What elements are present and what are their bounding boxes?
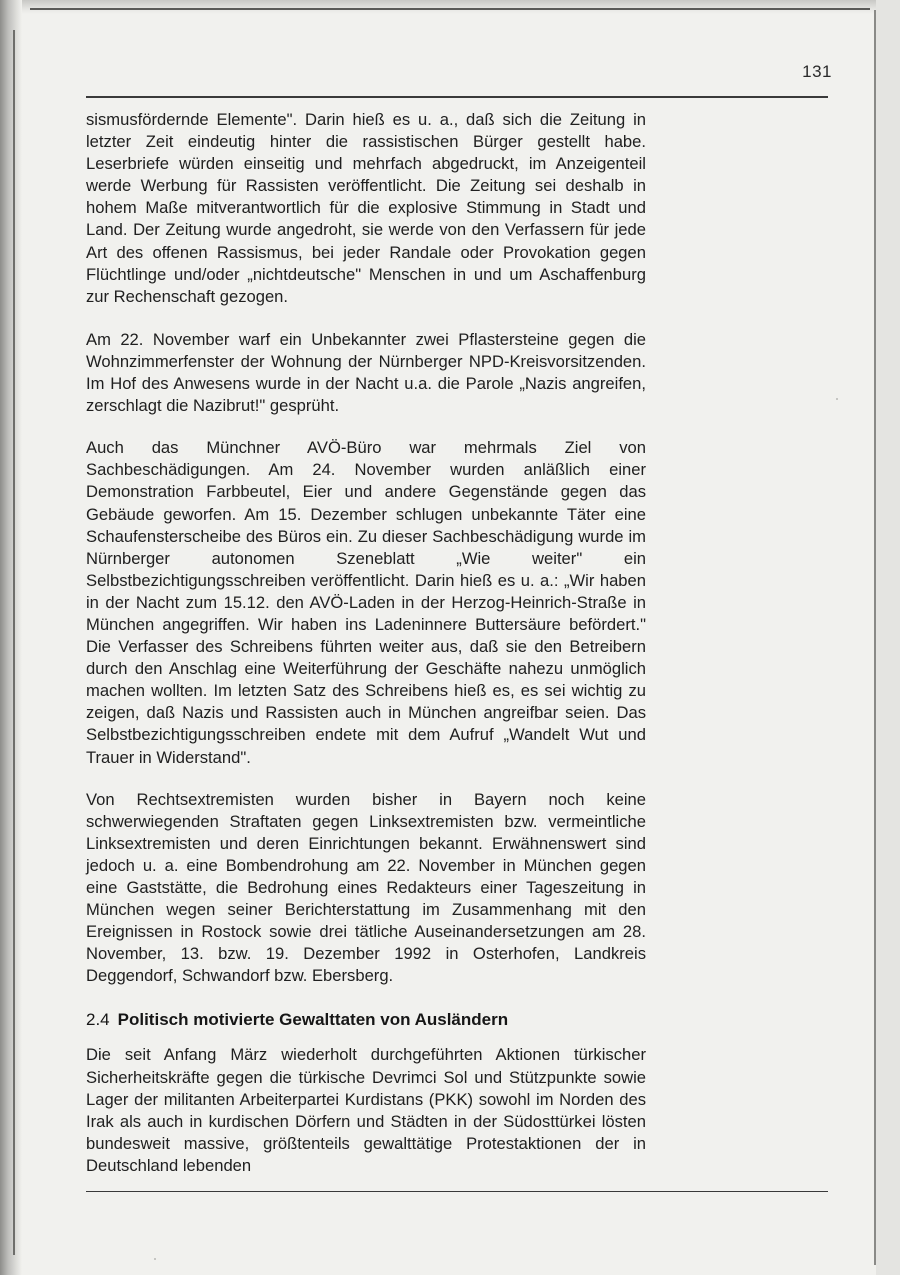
scan-top-shadow xyxy=(0,0,900,14)
footer-rule xyxy=(86,1191,828,1192)
scan-left-shadow xyxy=(0,0,22,1275)
header-rule xyxy=(86,96,828,98)
scan-speck xyxy=(154,1258,156,1260)
scan-right-margin xyxy=(876,0,900,1275)
paragraph-4: Von Rechtsextremisten wurden bisher in Bayern noch keine schwerwiegenden Straftaten gegen Linksextremisten bzw. vermeintliche Linksextremisten und deren Einrichtungen bekannt. Erwähnenswert sind jedoch u. a. eine Bombendrohung am 22. November in München gegen eine Gaststätte, die Bedrohung eines Redakteurs einer Tageszeitung in München wegen seiner Berichterstattung im Zusammenhang mit den Ereignissen in Rostock sowie drei tätliche Auseinandersetzungen am 28. November, 13. bzw. 19. Dezember 1992 in Osterhofen, Landkreis Deggendorf, Schwandorf bzw. Ebersberg. xyxy=(86,789,646,986)
section-heading xyxy=(86,1009,646,1031)
section-paragraph: Die seit Anfang März wiederholt durchgeführten Aktionen türkischer Sicherheitskräfte gegen die türkische Devrimci Sol und Stützpunkte sowie Lager der militanten Arbeiterpartei Kurdistans (PKK) sowohl im Norden des Irak als auch in kurdischen Dörfern und Städten in der Südosttürkei lösten bundesweit massive, größtenteils gewalttätige Protestaktionen der in Deutschland lebenden xyxy=(86,1045,646,1175)
paragraph-3: Auch das Münchner AVÖ-Büro war mehrmals Ziel von Sachbeschädigungen. Am 24. November wurden anläßlich einer Demonstration Farbbeutel, Eier und andere Gegenstände gegen das Gebäude geworfen. Am 15. Dezember schlugen unbekannte Täter eine Schaufensterscheibe des Büros ein. Zu dieser Sachbeschädigung wurde im Nürnberger autonomen Szeneblatt „Wie weiter" ein Selbstbezichtigungsschreiben veröffentlicht. Darin hieß es u. a.: „Wir haben in der Nacht zum 15.12. den AVÖ-Laden in der Herzog-Heinrich-Straße in München angegriffen. Wir haben ins Ladeninnere Buttersäure befördert." Die Verfasser des Schreibens führten weiter aus, daß sie den Betreibern durch den Anschlag eine Weiterführung der Geschäfte nahezu unmöglich machen wollten. Im letzten Satz des Schreibens hieß es, es sei wichtig zu zeigen, daß Nazis und Rassisten auch in München angreifbar seien. Das Selbstbezichtigungsschreiben endete mit dem Aufruf „Wandelt Wut und Trauer in Widerstand". xyxy=(86,438,646,767)
scan-right-edge xyxy=(874,10,876,1265)
paragraph-1: sismusfördernde Elemente". Darin hieß es u. a., daß sich die Zeitung in letzter Zeit eindeutig hinter die rassistischen Bürger gestellt habe. Leserbriefe würden einseitig und mehrfach abgedruckt, im Anzeigenteil werde Werbung für Rassisten veröffentlicht. Die Zeitung sei deshalb in hohem Maße mitverantwortlich für die explosive Stimmung in Stadt und Land. Der Zeitung wurde angedroht, sie werde von den Verfassern für jede Art des offenen Rassismus, bei jeder Randale oder Provokation gegen Flüchtlinge und/oder „nichtdeutsche" Menschen in und um Aschaffenburg zur Rechenschaft gezogen. xyxy=(86,110,646,306)
scan-speck xyxy=(836,398,838,400)
section-title: Politisch motivierte Gewalttaten von Ausländern xyxy=(117,1010,509,1030)
paragraph-2: Am 22. November warf ein Unbekannter zwei Pflastersteine gegen die Wohnzimmerfenster der Wohnung der Nürnberger NPD-Kreisvorsitzenden. Im Hof des Anwesens wurde in der Nacht u.a. die Parole „Nazis angreifen, zerschlagt die Nazibrut!" gesprüht. xyxy=(86,329,646,416)
body-text xyxy=(86,109,646,1197)
scan-left-edge xyxy=(13,30,15,1255)
scan-top-edge xyxy=(30,8,870,10)
page-number: 131 xyxy=(802,62,832,81)
section-number: 2.4 xyxy=(86,1010,110,1030)
